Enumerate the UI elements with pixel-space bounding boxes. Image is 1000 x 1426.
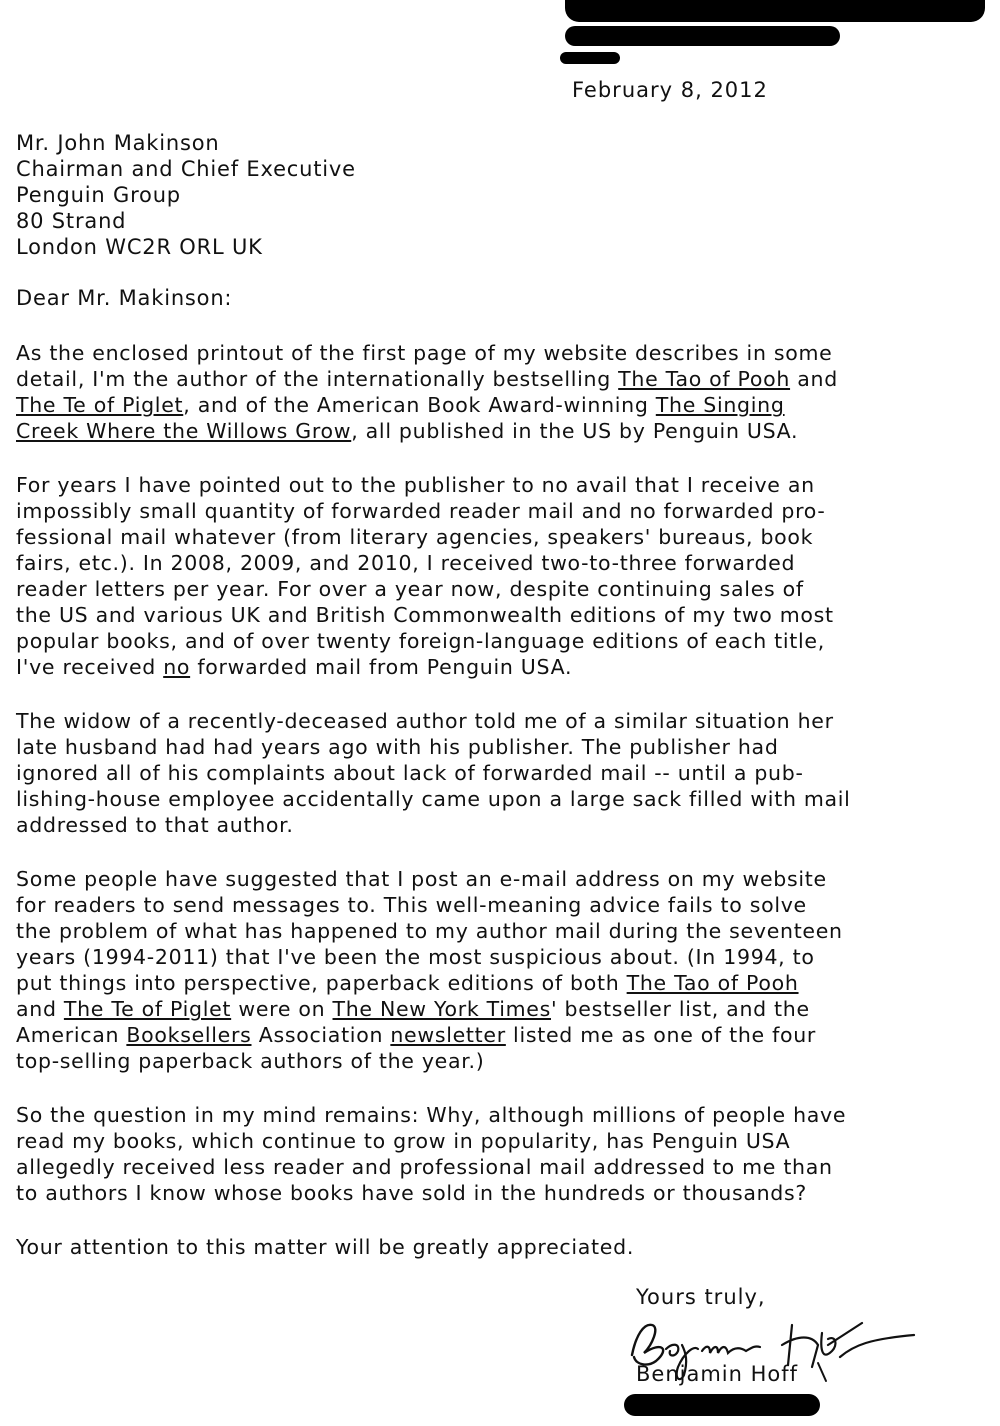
paragraph-4-line [16,970,991,996]
recipient-title: Chairman and Chief Executive [16,157,356,181]
paragraph-3-line: ignored all of his complaints about lack of forwarded mail -- until a pub- [16,761,804,785]
book-title-singing-creek-cont: Creek Where the Willows Grow [16,419,352,443]
signer-name: Benjamin Hoff [636,1362,799,1386]
paragraph-2-line: popular books, and of over twenty foreign-language editions of each title, [16,629,825,653]
book-title-te-of-piglet: The Te of Piglet [16,393,184,417]
paragraph-4-line [16,996,991,1022]
redaction-bar-top [565,0,985,22]
salutation: Dear Mr. Makinson: [16,286,233,310]
paragraph-4 [16,866,991,1074]
paragraph-1-line [16,392,991,418]
redaction-bar-bottom [624,1394,820,1416]
recipient-company: Penguin Group [16,183,181,207]
text-run: , all published in the US by Penguin USA. [351,419,799,443]
text-run: put things into perspective, paperback editions of both [16,971,627,995]
paragraph-3-line: The widow of a recently-deceased author told me of a similar situation her [16,709,834,733]
paragraph-5-line: So the question in my mind remains: Why, although millions of people have [16,1103,847,1127]
text-run: American [16,1023,127,1047]
publication-new-york-times: The New York Times [332,997,551,1021]
paragraph-2-line: reader letters per year. For over a year now, despite continuing sales of [16,577,804,601]
paragraph-4-line: years (1994-2011) that I've been the most suspicious about. (In 1994, to [16,945,815,969]
recipient-address [16,130,356,260]
text-run: were on [231,997,333,1021]
recipient-street: 80 Strand [16,209,127,233]
paragraph-3-line: late husband had had years ago with his publisher. The publisher had [16,735,779,759]
paragraph-4-line: for readers to send messages to. This well-meaning advice fails to solve [16,893,807,917]
emphasis-no: no [163,655,191,679]
paragraph-3-line: addressed to that author. [16,813,294,837]
paragraph-2 [16,472,991,680]
newsletter-underlined: newsletter [390,1023,506,1047]
paragraph-3 [16,708,991,838]
paragraph-4-line [16,1022,991,1048]
book-title-tao-of-pooh: The Tao of Pooh [626,971,799,995]
text-run: I've received [16,655,164,679]
paragraph-3-line: lishing-house employee accidentally came upon a large sack filled with mail [16,787,851,811]
paragraph-2-line: the US and various UK and British Commonwealth editions of my two most [16,603,834,627]
letter-date: February 8, 2012 [572,78,768,102]
paragraph-5-line: to authors I know whose books have sold in the hundreds or thousands? [16,1181,807,1205]
book-title-te-of-piglet: The Te of Piglet [63,997,232,1021]
paragraph-2-line: For years I have pointed out to the publisher to no avail that I receive an [16,473,815,497]
paragraph-4-line: top-selling paperback authors of the year.) [16,1049,485,1073]
text-run: listed me as one of the four [505,1023,817,1047]
paragraph-2-line: impossibly small quantity of forwarded reader mail and no forwarded pro- [16,499,826,523]
closing: Yours truly, [636,1285,766,1309]
paragraph-4-line: Some people have suggested that I post an e-mail address on my website [16,867,827,891]
paragraph-2-line: fairs, etc.). In 2008, 2009, and 2010, I received two-to-three forwarded [16,551,796,575]
paragraph-1-line [16,366,991,392]
paragraph-1-line: As the enclosed printout of the first page of my website describes in some [16,341,833,365]
book-title-singing-creek: The Singing [655,393,785,417]
text-run: and [16,997,64,1021]
paragraph-1-line [16,418,991,444]
paragraph-5 [16,1102,991,1206]
paragraph-6-line: Your attention to this matter will be greatly appreciated. [16,1235,635,1259]
paragraph-4-line: the problem of what has happened to my author mail during the seventeen [16,919,843,943]
paragraph-5-line: allegedly received less reader and professional mail addressed to me than [16,1155,833,1179]
booksellers-underlined: Booksellers [126,1023,252,1047]
text-run: detail, I'm the author of the internationally bestselling [16,367,619,391]
paragraph-6 [16,1234,991,1260]
paragraph-1 [16,340,991,444]
paragraph-2-line: fessional mail whatever (from literary agencies, speakers' bureaus, book [16,525,814,549]
recipient-city: London WC2R ORL UK [16,235,263,259]
text-run: , and of the American Book Award-winning [183,393,656,417]
recipient-name: Mr. John Makinson [16,131,220,155]
text-run: forwarded mail from Penguin USA. [190,655,573,679]
text-run: and [790,367,838,391]
text-run: Association [251,1023,391,1047]
paragraph-5-line: read my books, which continue to grow in popularity, has Penguin USA [16,1129,791,1153]
book-title-tao-of-pooh: The Tao of Pooh [618,367,791,391]
paragraph-2-line [16,654,991,680]
redaction-bar-middle [565,26,840,46]
redaction-bar-lower [560,52,620,64]
text-run: ' bestseller list, and the [551,997,810,1021]
